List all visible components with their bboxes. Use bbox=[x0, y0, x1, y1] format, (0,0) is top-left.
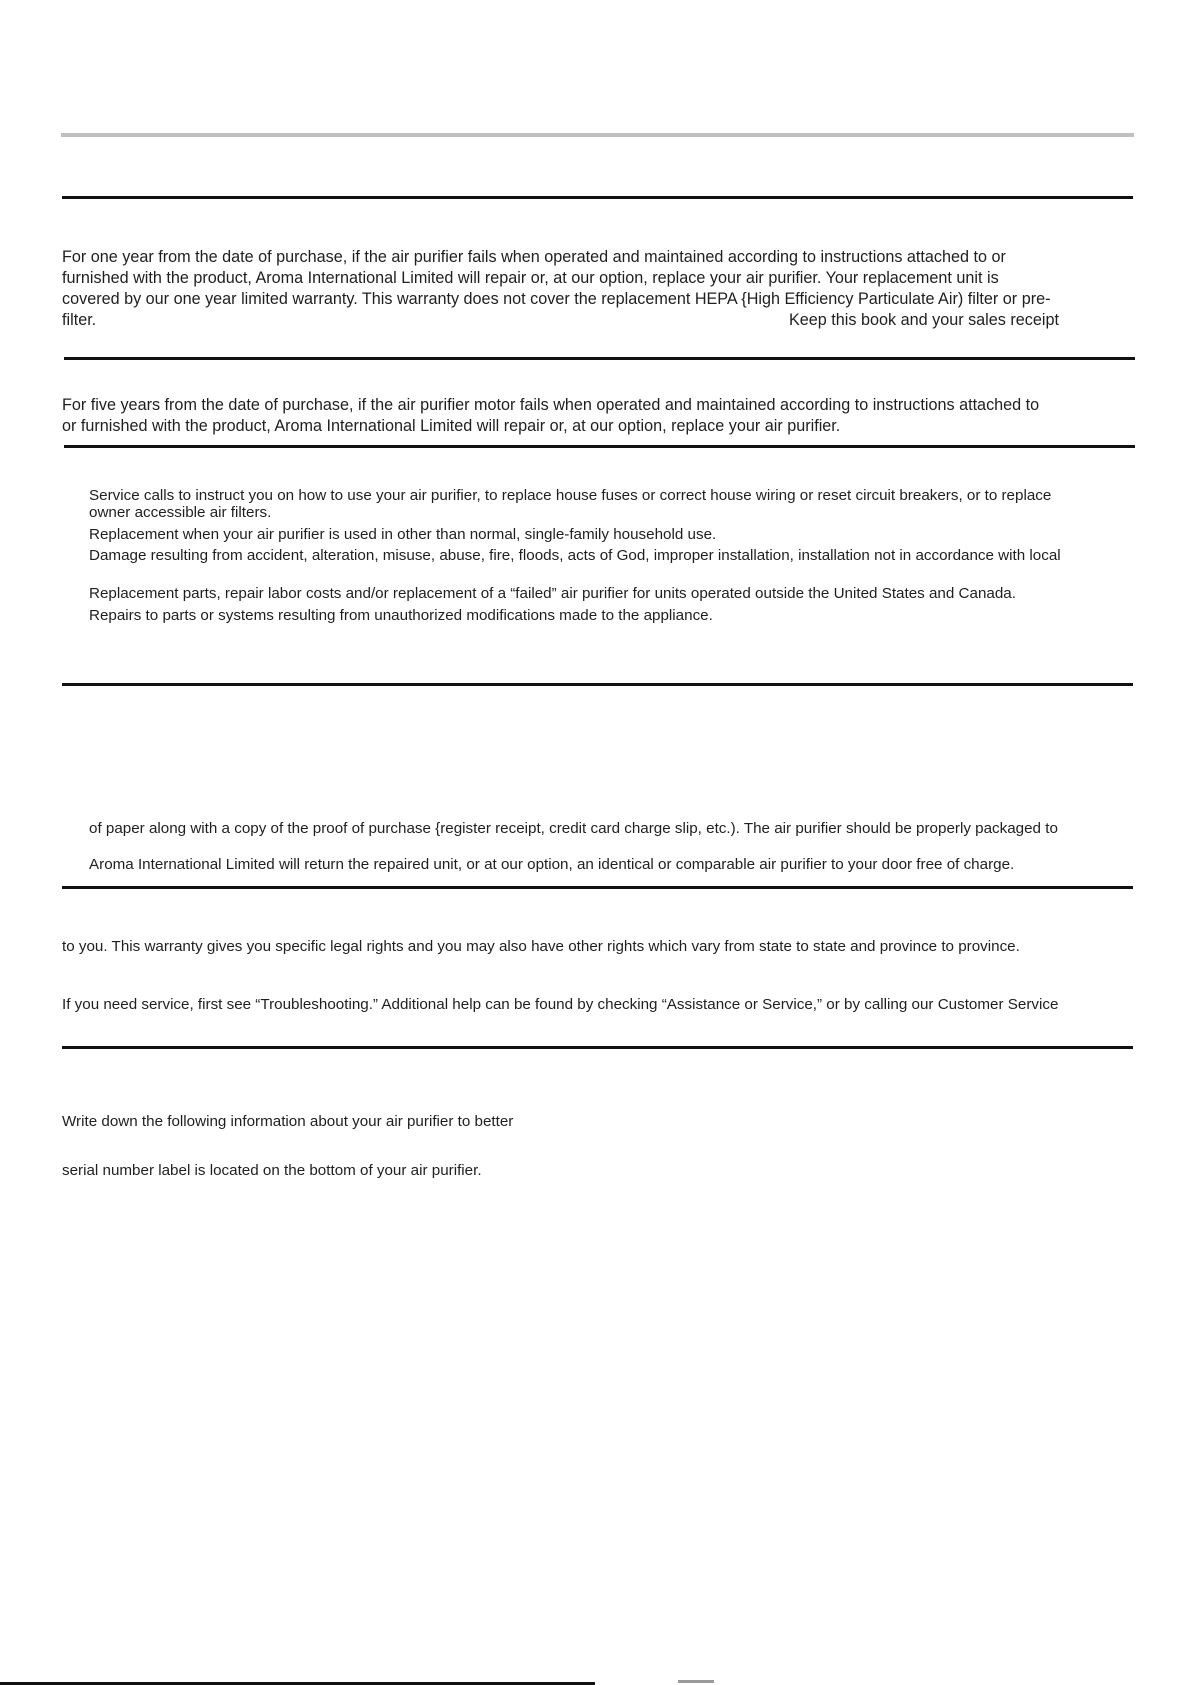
section-divider-records bbox=[62, 1046, 1133, 1049]
write-down-text: Write down the following information about your air purifier to better bbox=[62, 1113, 514, 1130]
section-divider-service bbox=[62, 683, 1133, 686]
legal-rights-text: to you. This warranty gives you specific legal rights and you may also have other rights which vary from state to state and province to province. bbox=[62, 938, 1020, 955]
return-line-2: Aroma International Limited will return the repaired unit, or at our option, an identical or comparable air purifier to your door free of charge. bbox=[89, 856, 1015, 873]
five-year-line-2: or furnished with the product, Aroma International Limited will repair or, at our option, replace your air purifier. bbox=[62, 417, 841, 435]
footer-mark bbox=[678, 1680, 714, 1683]
one-year-line-3: covered by our one year limited warranty. This warranty does not cover the replacement HEPA {High Efficiency Particulate Air) filter or pre- bbox=[62, 290, 1051, 308]
one-year-line-4: filter. bbox=[62, 311, 97, 329]
service-help-text: If you need service, first see “Troubleshooting.” Additional help can be found by checking “Assistance or Service,” or by calling our Customer Service bbox=[62, 996, 1059, 1013]
exclusion-item: Replacement when your air purifier is used in other than normal, single-family household use. bbox=[89, 526, 717, 543]
one-year-line-2: furnished with the product, Aroma International Limited will repair or, at our option, replace your air purifier. Your replacement unit is bbox=[62, 269, 999, 287]
exclusion-item: Service calls to instruct you on how to use your air purifier, to replace house fuses or correct house wiring or reset circuit breakers, or to replace bbox=[89, 487, 1052, 504]
section-divider-one-year bbox=[62, 196, 1133, 199]
serial-label-text: serial number label is located on the bottom of your air purifier. bbox=[62, 1162, 482, 1179]
keep-receipt-text: Keep this book and your sales receipt bbox=[789, 311, 1059, 329]
header-divider bbox=[61, 133, 1134, 137]
exclusion-item: Repairs to parts or systems resulting from unauthorized modifications made to the appliance. bbox=[89, 607, 713, 624]
section-divider-five-year bbox=[64, 357, 1135, 360]
one-year-line-1: For one year from the date of purchase, if the air purifier fails when operated and maintained according to instructions attached to or bbox=[62, 248, 1006, 266]
exclusion-item: Replacement parts, repair labor costs and/or replacement of a “failed” air purifier for units operated outside the United States and Canada. bbox=[89, 585, 1016, 602]
section-divider-legal bbox=[62, 886, 1133, 889]
section-divider-exclusions bbox=[64, 445, 1135, 448]
exclusion-item: Damage resulting from accident, alteration, misuse, abuse, fire, floods, acts of God, improper installation, installation not in accordance with local bbox=[89, 547, 1061, 564]
five-year-line-1: For five years from the date of purchase, if the air purifier motor fails when operated and maintained according to instructions attached to bbox=[62, 396, 1040, 414]
return-line-1: of paper along with a copy of the proof of purchase {register receipt, credit card charge slip, etc.). The air purifier should be properly packaged to bbox=[89, 820, 1058, 837]
exclusion-item-continued: owner accessible air filters. bbox=[89, 504, 272, 521]
